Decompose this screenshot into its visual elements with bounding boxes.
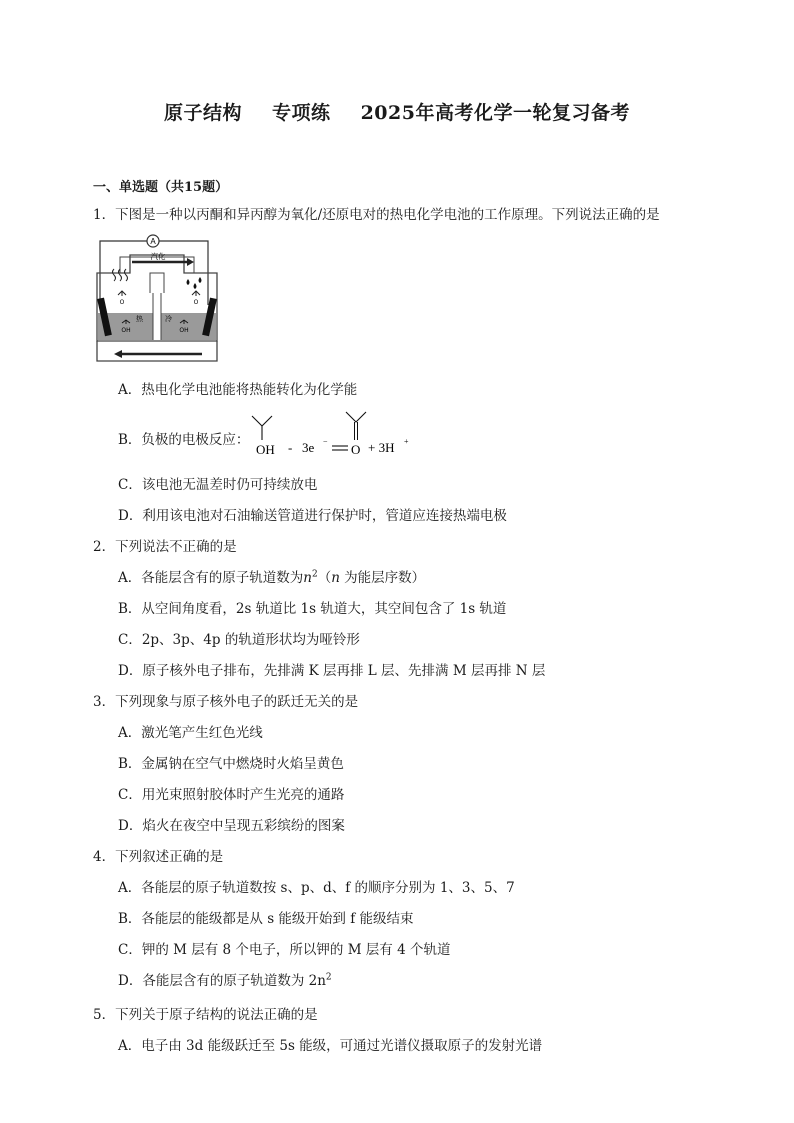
svg-text:3e: 3e [302,440,315,455]
svg-text:OH: OH [121,327,131,334]
q5-stem: 5．下列关于原子结构的说法正确的是 [93,1007,318,1023]
q2-option-d: D．原子核外电子排布，先排满 K 层再排 L 层、先排满 M 层再排 N 层 [118,663,546,679]
svg-text:+: + [404,437,409,446]
title-part-2: 专项练 [272,102,331,124]
q4-option-d: D．各能层含有的原子轨道数为 $2n^2$ [118,972,332,989]
svg-text:-: - [288,440,293,455]
q2-option-b: B．从空间角度看，2s 轨道比 1s 轨道大，其空间包含了 1s 轨道 [118,601,507,617]
svg-text:热: 热 [136,315,143,323]
svg-text:O: O [351,442,361,457]
q1-option-b-label: B．负极的电极反应： [118,432,250,448]
q3-option-d: D．焰火在夜空中呈现五彩缤纷的图案 [118,818,345,834]
q3-option-c: C．用光束照射胶体时产生光亮的通路 [118,787,345,803]
svg-text:−: − [323,437,328,446]
q1-stem: 1．下图是一种以丙酮和异丙醇为氧化/还原电对的热电化学电池的工作原理。下列说法正确的是 [93,207,660,223]
title-part-1: 原子结构 [164,102,243,124]
q5-option-a: A．电子由 3d 能级跃迁至 5s 能级，可通过光谱仪摄取原子的发射光谱 [118,1038,543,1054]
electrode-reaction-formula [248,408,428,458]
q2-stem: 2．下列说法不正确的是 [93,539,237,555]
q1-option-d: D．利用该电池对石油输送管道进行保护时，管道应连接热端电极 [118,508,507,524]
page-title [0,98,794,125]
thermoelectrochemical-cell-diagram [92,233,222,368]
q1-option-a: A．热电化学电池能将热能转化为化学能 [118,382,358,398]
svg-text:O: O [193,299,199,306]
svg-text:+ 3H: + 3H [368,440,395,455]
q3-option-a: A．激光笔产生红色光线 [118,725,263,741]
svg-text:汽化: 汽化 [150,252,166,261]
q4-option-c: C．钾的 M 层有 8 个电子，所以钾的 M 层有 4 个轨道 [118,942,451,958]
q4-stem: 4．下列叙述正确的是 [93,849,224,865]
section-heading: 一、单选题（共15题） [93,180,229,195]
q2-option-a: A．各能层含有的原子轨道数为$n^2(n$ 为能层序数） [118,569,426,586]
svg-text:OH: OH [179,327,189,334]
q3-option-b: B．金属钠在空气中燃烧时火焰呈黄色 [118,756,344,772]
ammeter-label: A [150,237,156,246]
svg-text:O: O [119,299,125,306]
q4-option-b: B．各能层的能级都是从 s 能级开始到 f 能级结束 [118,911,414,927]
q1-option-c: C．该电池无温差时仍可持续放电 [118,477,318,493]
title-part-3: 2025年高考化学一轮复习备考 [360,102,630,124]
svg-text:冷: 冷 [165,315,172,323]
svg-text:OH: OH [256,442,275,457]
q3-stem: 3．下列现象与原子核外电子的跃迁无关的是 [93,694,359,710]
q4-option-a: A．各能层的原子轨道数按 s、p、d、f 的顺序分别为 1、3、5、7 [118,880,515,896]
q2-option-c: C．2p、3p、4p 的轨道形状均为哑铃形 [118,632,360,648]
